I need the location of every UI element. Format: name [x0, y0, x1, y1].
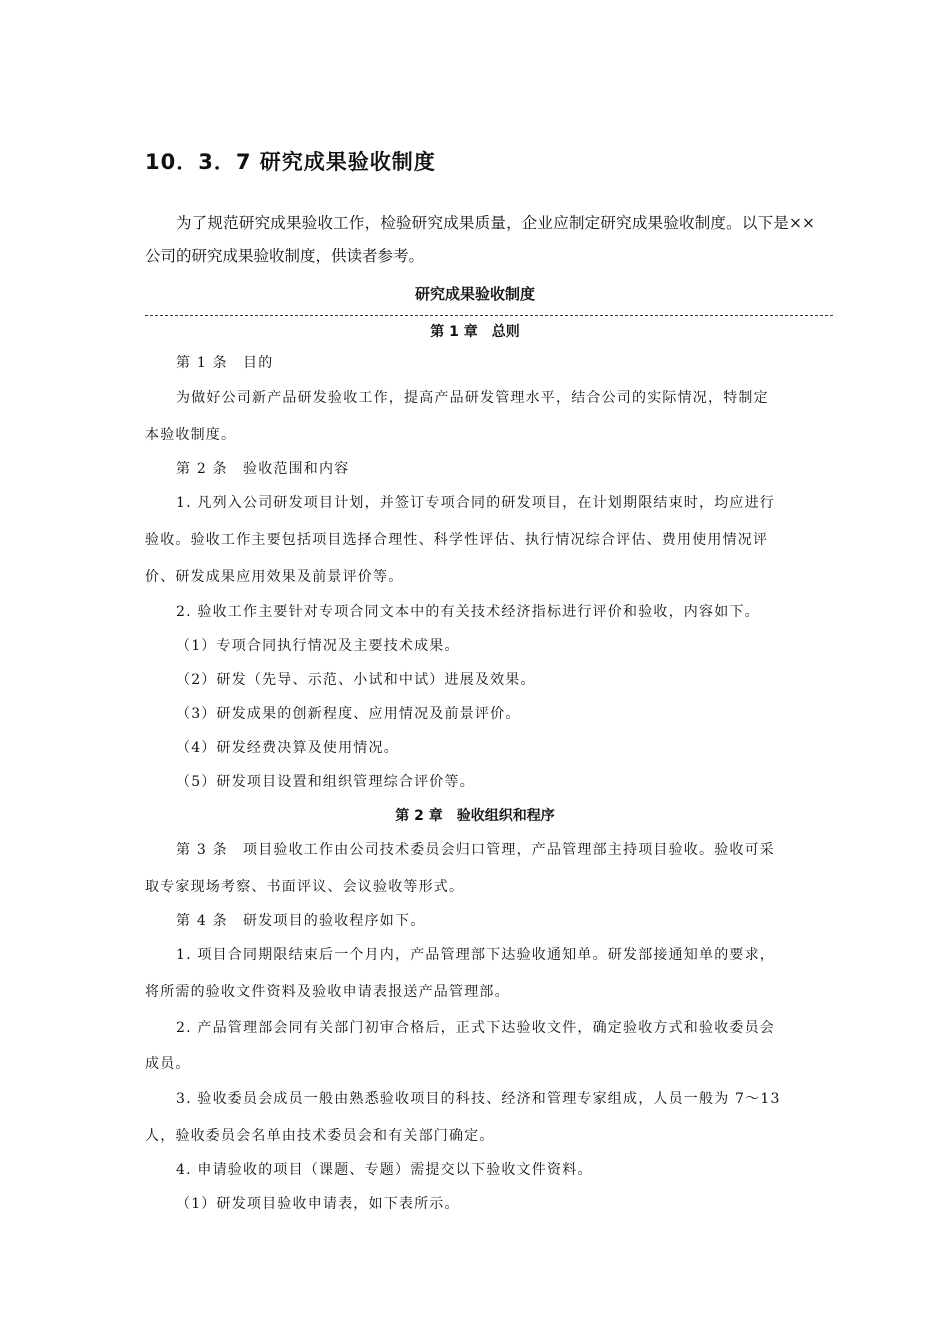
article-2-item: （3）研发成果的创新程度、应用情况及前景评价。 [176, 706, 521, 722]
article-3-text-line: 第 3 条 项目验收工作由公司技术委员会归口管理，产品管理部主持项目验收。验收可采 [176, 842, 776, 858]
chapter-1-heading: 第 1 章 总则 [430, 324, 520, 340]
article-2-para-1-line: 价、研发成果应用效果及前景评价等。 [145, 569, 404, 585]
article-2-item: （2）研发（先导、示范、小试和中试）进展及效果。 [176, 672, 536, 688]
document-title: 研究成果验收制度 [414, 285, 535, 303]
article-4-para-1-line: 将所需的验收文件资料及验收申请表报送产品管理部。 [145, 984, 510, 1000]
article-4-para-2-line: 2. 产品管理部会同有关部门初审合格后，正式下达验收文件，确定验收方式和验收委员会 [176, 1020, 776, 1036]
article-1-title: 第 1 条 目的 [176, 355, 274, 371]
article-4-title: 第 4 条 研发项目的验收程序如下。 [176, 913, 426, 929]
article-1-text-line: 为做好公司新产品研发验收工作，提高产品研发管理水平，结合公司的实际情况，特制定 [176, 390, 769, 406]
dashed-divider [145, 315, 833, 316]
article-2-item: （4）研发经费决算及使用情况。 [176, 740, 399, 756]
article-2-para-1-line: 验收。验收工作主要包括项目选择合理性、科学性评估、执行情况综合评估、费用使用情况评 [145, 532, 769, 548]
article-3-text-line: 取专家现场考察、书面评议、会议验收等形式。 [145, 879, 465, 895]
article-2-item: （5）研发项目设置和组织管理综合评价等。 [176, 774, 475, 790]
article-4-item: （1）研发项目验收申请表，如下表所示。 [176, 1196, 460, 1212]
article-2-para-1-line: 1. 凡列入公司研发项目计划，并签订专项合同的研发项目，在计划期限结束时，均应进行 [176, 495, 776, 511]
article-2-para-2: 2. 验收工作主要针对专项合同文本中的有关技术经济指标进行评价和验收，内容如下。 [176, 604, 760, 620]
section-heading: 10．3．7 研究成果验收制度 [145, 150, 436, 174]
intro-paragraph: 为了规范研究成果验收工作，检验研究成果质量，企业应制定研究成果验收制度。以下是××公司的研究成果验收制度，供读者参考。 [145, 214, 815, 265]
article-2-title: 第 2 条 验收范围和内容 [176, 461, 350, 477]
article-2-item: （1）专项合同执行情况及主要技术成果。 [176, 638, 460, 654]
chapter-2-heading: 第 2 章 验收组织和程序 [395, 808, 555, 824]
article-4-para-3-line: 人，验收委员会名单由技术委员会和有关部门确定。 [145, 1128, 495, 1144]
article-4-para-4: 4. 申请验收的项目（课题、专题）需提交以下验收文件资料。 [176, 1162, 593, 1178]
article-1-text-line: 本验收制度。 [145, 427, 237, 443]
article-4-para-2-line: 成员。 [145, 1056, 191, 1072]
article-4-para-1-line: 1. 项目合同期限结束后一个月内，产品管理部下达验收通知单。研发部接通知单的要求， [176, 947, 776, 963]
article-4-para-3-line: 3. 验收委员会成员一般由熟悉验收项目的科技、经济和管理专家组成，人员一般为 7～13 [176, 1091, 781, 1107]
